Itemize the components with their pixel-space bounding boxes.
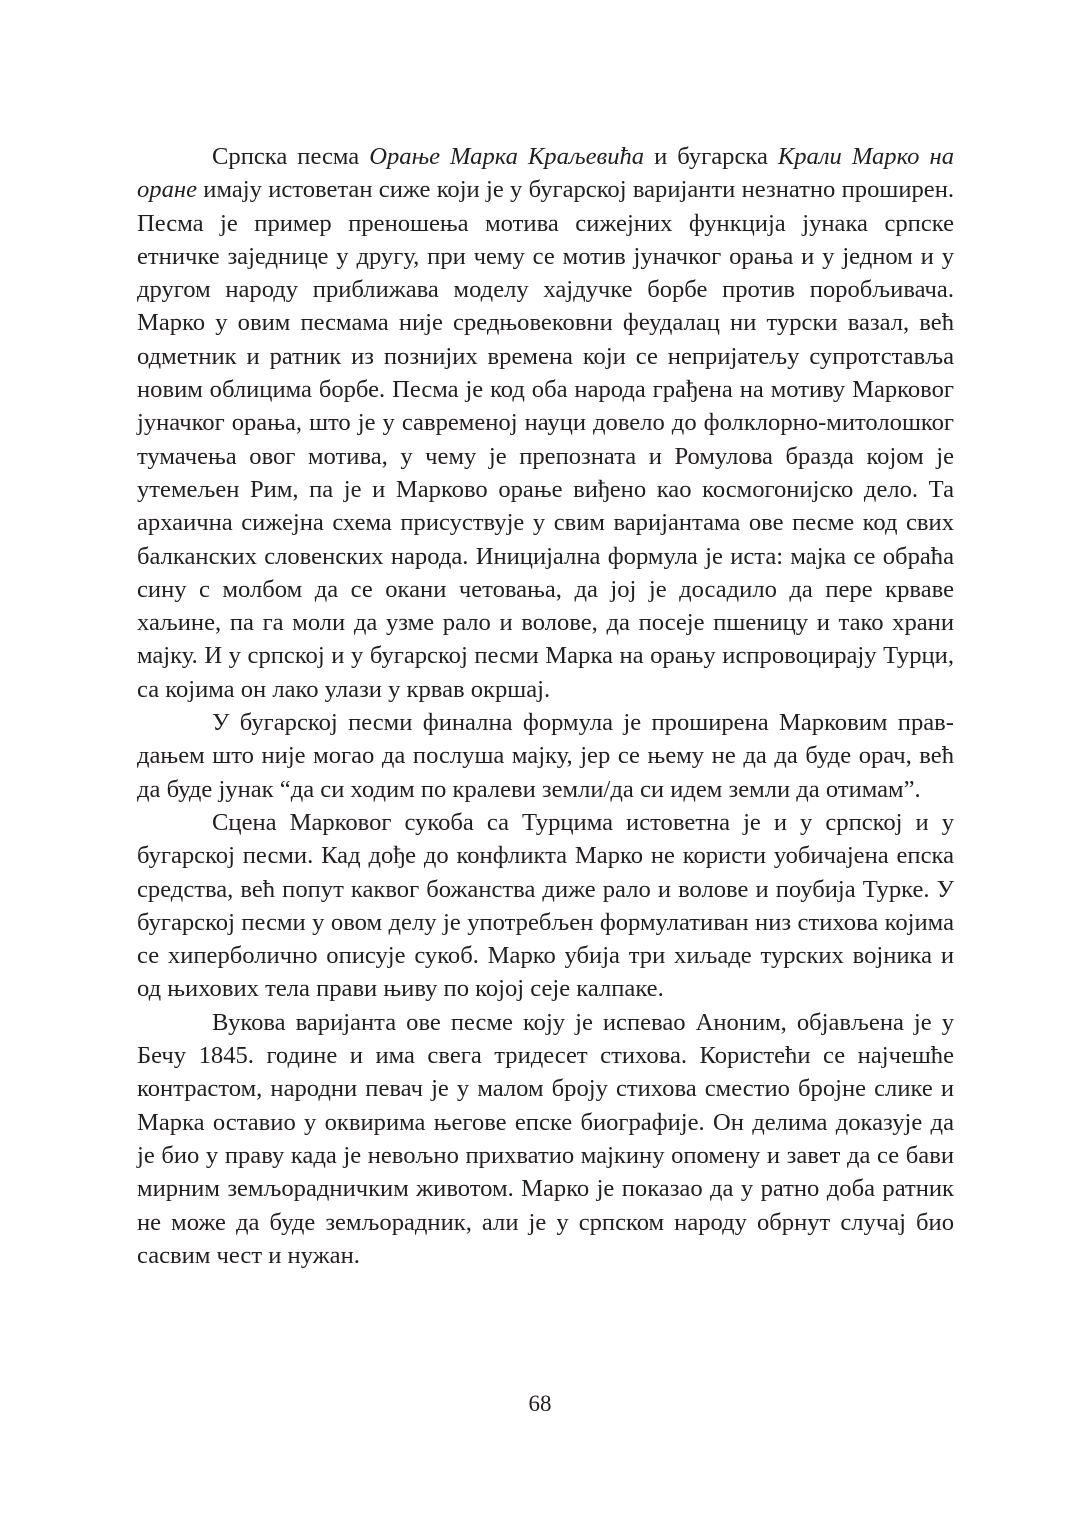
paragraph-1-text-1: Српска песма [212,143,370,170]
paragraph-2 [137,706,954,806]
paragraph-3-text: Сцена Марковог сукоба са Турцима истоветна је и у српској и у бугарској песми. Кад дође до конфликта Марко не користи уобичајена епска средства, већ попут каквог божанства диже рало и волове и поубија Турке. У бугарској песми у овом делу је употребљен формулативан низ стихова којима се хиперболично описује сукоб. Марко убија три хиљаде турских војника и од њихових тела прави њиву по којој сеје калпаке. [137,808,954,1003]
paragraph-1-text-3: имају истоветан сиже који је у бугарској варијанти незнатно проширен. Песма је пример преношења мотива сижејних функција јунака српске етничке заједнице у другу, при чему се мотив јуначког орања и у једном и у другом народу приближава моделу хајдучке борбе против поробљивача. Марко у овим песмама није средњовековни феудалац ни турски вазал, већ одметник и ратник из познијих времена који се непријатељу супротставља новим облицима борбе. Песма је код оба народа грађена на мотиву Марковог јуначког орања, што је у савременој науци довело до фолклорно-митолошког тумачења овог мотива, у чему је препозната и Ромулова бразда којом је утемељен Рим, па је и Марково орање виђено као космогонијско дело. Та архаична сижејна схема присуствује у свим варијантама ове песме код свих балканских словенских народа. Иницијална формула је иста: мајка се обраћа сину с молбом да се окани четовања, да јој је досадило да пере крваве хаљине, па га моли да узме рало и волове, да посеје пшеницу и тако храни мајку. И у српској и у бугарској песми Марка на орању испровоцирају Турци, са којима он лако улази у крвав окршај. [137,176,954,703]
poem-title-bulgarian: Крали Марко на оране [137,143,954,204]
paragraph-1-text-2: и бугарска [644,143,778,170]
paragraph-4 [137,1006,954,1272]
poem-title-serbian: Орање Марка Краљевића [369,143,645,170]
paragraph-3 [137,806,954,1006]
page-number: 68 [528,1391,552,1416]
paragraph-1 [137,140,954,706]
paragraph-2-text: У бугарској песми финална формула је проширена Марковим правдањем што није могао да послуша мајку, јер се њему не да да буде орач, већ да буде јунак “да си ходим по кралеви земли/да си идем земли да отимам”. [137,709,954,803]
body-text [137,140,954,1272]
paragraph-4-text: Вукова варијанта ове песме коју је испевао Аноним, објављена је у Бечу 1845. године и има свега тридесет стихова. Користећи се најчешће контрастом, народни певач је у малом броју стихова сместио бројне слике и Марка оставио у оквирима његове епске биографије. Он делима доказује да је био у праву када је невољно прихватио мајкину опомену и завет да се бави мирним земљорадничким животом. Марко је показао да у ратно доба ратник не може да буде земљорадник, али је у српском народу обрнут случај био сасвим чест и нужан. [137,1008,954,1269]
